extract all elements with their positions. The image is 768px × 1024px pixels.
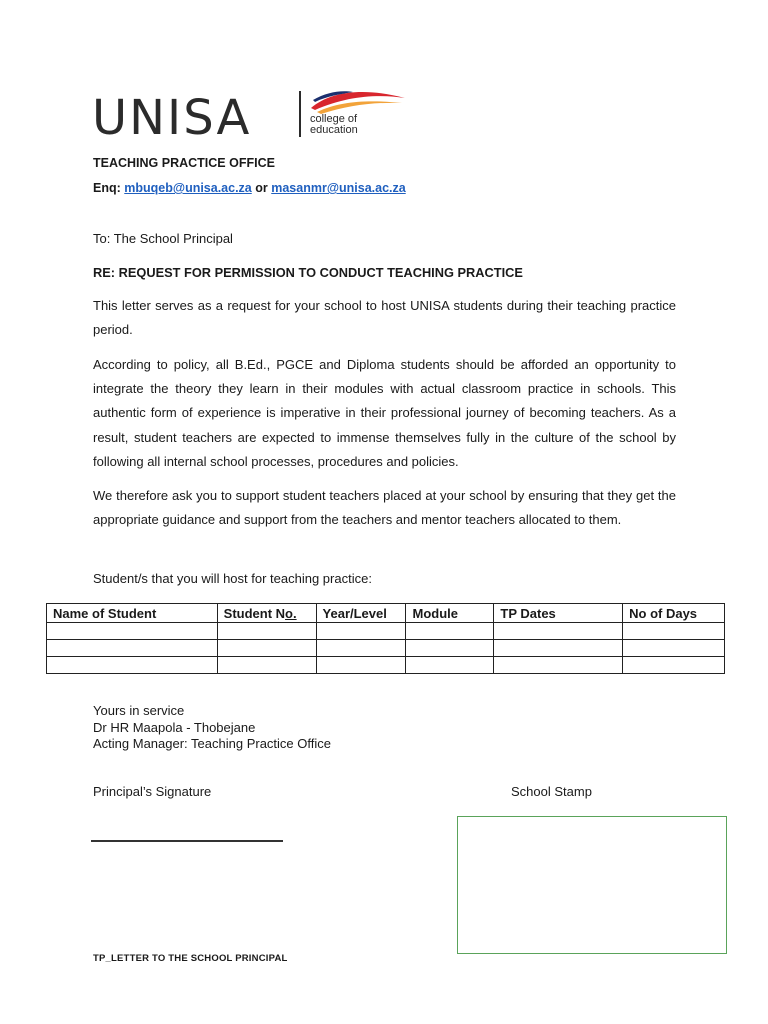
table-cell[interactable] — [494, 640, 623, 657]
hosts-intro: Student/s that you will host for teaching practice: — [93, 571, 372, 586]
table-cell[interactable] — [494, 657, 623, 674]
table-header-row — [47, 604, 725, 623]
closing-line-1: Yours in service — [93, 703, 185, 718]
header-name-of-student: Name of Student — [47, 604, 218, 623]
school-stamp-label: School Stamp — [511, 784, 592, 799]
logo-swoosh-icon — [307, 86, 407, 116]
table-cell[interactable] — [47, 640, 218, 657]
table-cell[interactable] — [217, 657, 316, 674]
logo-subtitle-line1: college of — [310, 113, 358, 125]
stamp-box[interactable] — [457, 816, 727, 954]
closing-line-3: Acting Manager: Teaching Practice Office — [93, 736, 331, 751]
header-tp-dates: TP Dates — [494, 604, 623, 623]
recipient-line: To: The School Principal — [93, 231, 233, 246]
header-module: Module — [406, 604, 494, 623]
email-link-1[interactable]: mbuqeb@unisa.ac.za — [124, 181, 252, 195]
table-cell[interactable] — [316, 640, 406, 657]
table-cell[interactable] — [623, 640, 725, 657]
logo-divider — [299, 91, 301, 137]
footer-label: TP_LETTER TO THE SCHOOL PRINCIPAL — [93, 953, 288, 964]
paragraph-1: This letter serves as a request for your school to host UNISA students during their teaching practice period. — [93, 298, 676, 338]
table-cell[interactable] — [316, 623, 406, 640]
table-cell[interactable] — [623, 657, 725, 674]
table-cell[interactable] — [316, 657, 406, 674]
principal-signature-label: Principal’s Signature — [93, 784, 212, 799]
header-student-no — [217, 604, 316, 623]
table-cell[interactable] — [406, 623, 494, 640]
table-row — [47, 623, 725, 640]
table-cell[interactable] — [217, 623, 316, 640]
table-cell[interactable] — [217, 640, 316, 657]
unisa-logo-wordmark: UNISA — [92, 90, 252, 146]
table-cell[interactable] — [406, 657, 494, 674]
header-no-of-days: No of Days — [623, 604, 725, 623]
paragraph-2: According to policy, all B.Ed., PGCE and Diploma students should be afforded an opportunity to integrate the theory they learn in their modules with actual classroom practice in schools. This authentic form of experience is imperative in their professional journey of becoming teachers. As a result, student teachers are expected to immense themselves fully in the culture of the school by following all internal school processes, procedures and policies. — [93, 357, 676, 469]
table-cell[interactable] — [494, 623, 623, 640]
logo-subtitle-line2: education — [310, 124, 358, 136]
email-link-2[interactable]: masanmr@unisa.ac.za — [271, 181, 406, 195]
closing-line-2: Dr HR Maapola - Thobejane — [93, 719, 256, 735]
header-year-level: Year/Level — [316, 604, 406, 623]
table-cell[interactable] — [47, 623, 218, 640]
or-text: or — [255, 181, 268, 195]
office-title: TEACHING PRACTICE OFFICE — [93, 156, 275, 170]
table-row — [47, 640, 725, 657]
closing-block — [93, 703, 331, 753]
subject-line: RE: REQUEST FOR PERMISSION TO CONDUCT TEACHING PRACTICE — [93, 265, 523, 280]
signature-line[interactable] — [91, 840, 283, 842]
students-table — [46, 603, 725, 674]
table-cell[interactable] — [623, 623, 725, 640]
enq-label: Enq: — [93, 181, 121, 195]
paragraph-3: We therefore ask you to support student teachers placed at your school by ensuring that they get the appropriate guidance and support from the teachers and mentor teachers allocated to them. — [93, 488, 676, 528]
enquiry-line — [93, 181, 406, 195]
header-student-no-suffix: o. — [285, 605, 297, 621]
table-row — [47, 657, 725, 674]
table-cell[interactable] — [406, 640, 494, 657]
table-cell[interactable] — [47, 657, 218, 674]
header-student-no-text: Student N — [223, 605, 286, 621]
logo-subtitle — [310, 114, 358, 136]
